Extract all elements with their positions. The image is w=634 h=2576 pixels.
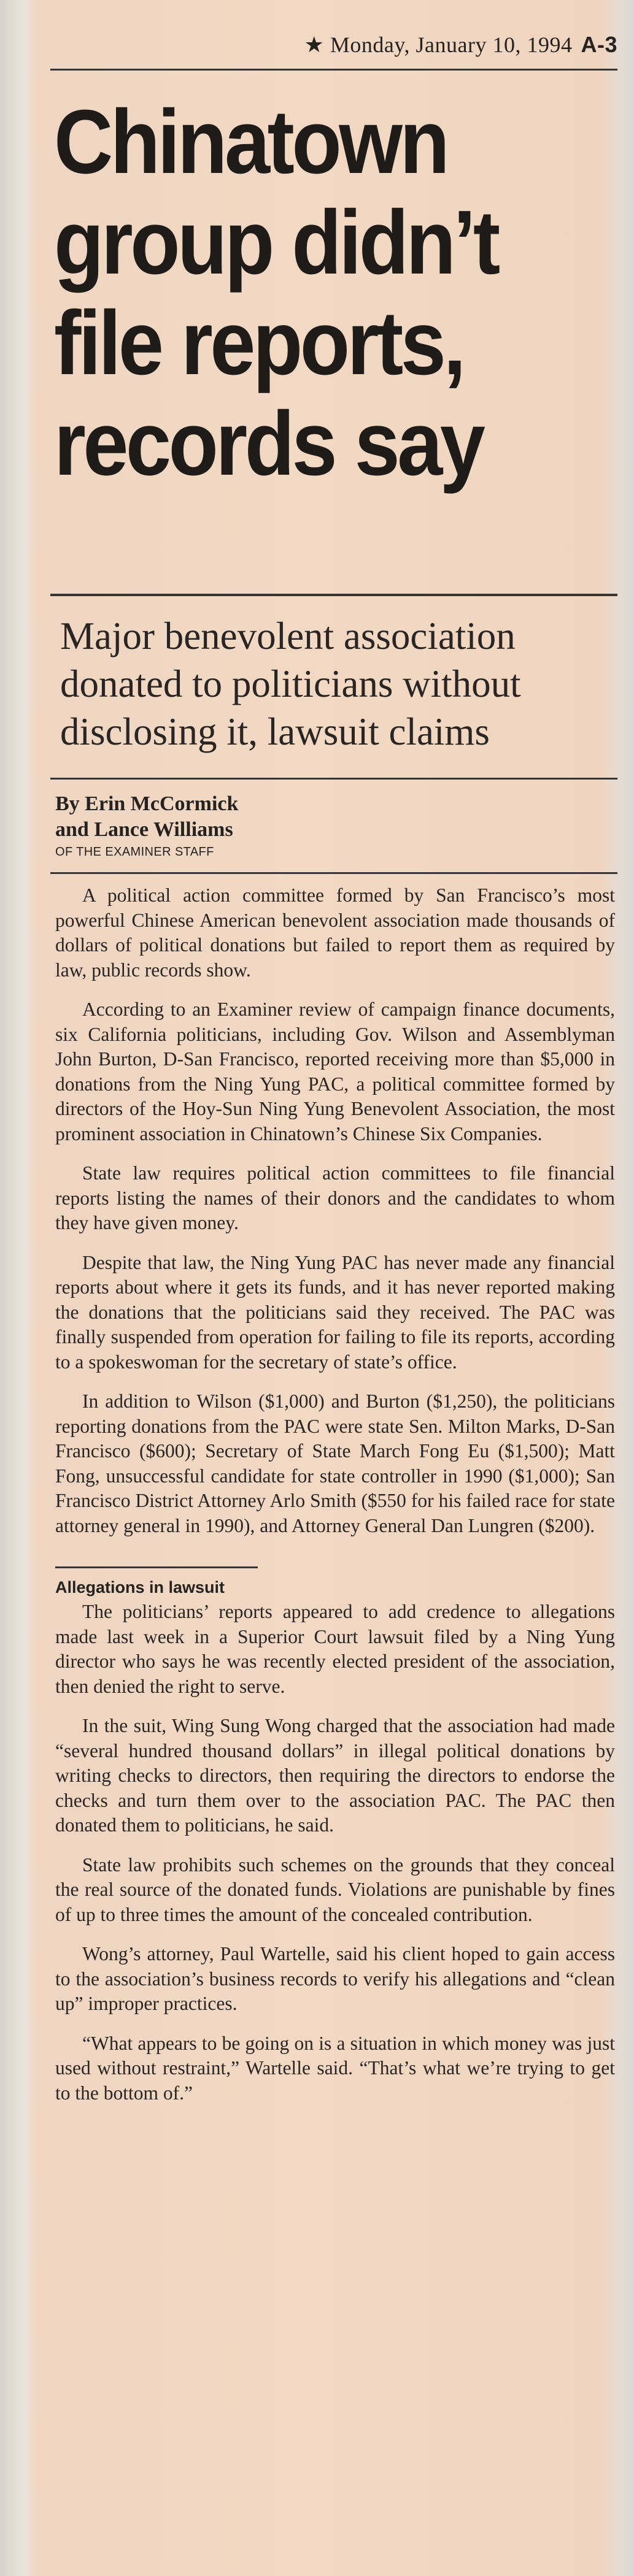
headline-rule bbox=[50, 594, 617, 596]
paragraph: In the suit, Wing Sung Wong charged that the association had made “several hundred thousand dollars” in illegal political donations by writing checks to directors, then requiring the directors to endorse the checks and turn them over to the association PAC. The PAC then donated them to politicians, he said. bbox=[55, 1715, 615, 1836]
byline bbox=[55, 791, 238, 843]
paragraph: The politicians’ reports appeared to add credence to allegations made last week in a Superior Court lawsuit filed by a Ning Yung director who says he was recently elected president of the association, then denied the right to serve. bbox=[55, 1601, 615, 1697]
deck-rule bbox=[50, 778, 617, 780]
paragraph: According to an Examiner review of campaign finance documents, six California politicians, including Gov. Wilson and Assemblyman John Burton, D-San Francisco, reported receiving more than $5,000 in donations from the Ning Yung PAC, a political committee formed by directors of the Hoy-Sun Ning Yung Benevolent Association, the most prominent association in Chinatown’s Chinese Six Companies. bbox=[55, 999, 615, 1144]
byline-rule bbox=[50, 872, 617, 874]
newspaper-clipping bbox=[38, 0, 617, 2576]
paragraph: State law prohibits such schemes on the grounds that they conceal the real source of the donated funds. Violations are punishable by fines of up to three times the amount of the concealed contribution. bbox=[55, 1853, 615, 1925]
paragraph: Despite that law, the Ning Yung PAC has never made any financial reports about where it gets its funds, and it has never reported making the donations that the politicians said they received. The PAC was finally suspended from operation for failing to file its reports, according to a spokeswoman for the secretary of state’s office. bbox=[55, 1251, 615, 1373]
paragraph: “What appears to be going on is a situation in which money was just used without restraint,” Wartelle said. “That’s what we’re trying to get to the bottom of.” bbox=[55, 2032, 615, 2104]
paragraph: State law requires political action committees to file financial reports listing the names of their donors and the candidates to whom they have given money. bbox=[55, 1162, 615, 1233]
headline: Chinatown group didn’t file reports, records say bbox=[54, 91, 498, 494]
paragraph: Wong’s attorney, Paul Wartelle, said his client hoped to gain access to the association’s business records to verify his allegations and “clean up” improper practices. bbox=[55, 1943, 615, 2014]
paragraph: A political action committee formed by San Francisco’s most powerful Chinese American benevolent association made thousands of dollars of political donations but failed to report them as required by law, public records show. bbox=[55, 884, 615, 981]
byline-author-2: and Lance Williams bbox=[55, 818, 233, 841]
staff-credit: OF THE EXAMINER STAFF bbox=[55, 845, 214, 859]
subhead: Allegations in lawsuit bbox=[55, 1566, 258, 1597]
date-text: ★ Monday, January 10, 1994 bbox=[304, 33, 573, 57]
paragraph: In addition to Wilson ($1,000) and Burton ($1,250), the politicians reporting donations from the PAC were state Sen. Milton Marks, D-San Francisco ($600); Secretary of State March Fong Eu ($1,500); Matt Fong, unsuccessful candidate for state controller in 1990 ($1,000); San Francisco District Attorney Arlo Smith ($550 for his failed race for state attorney general in 1990), and Attorney General Dan Lungren ($200). bbox=[55, 1390, 615, 1536]
byline-author-1: By Erin McCormick bbox=[55, 792, 239, 815]
top-rule bbox=[50, 69, 617, 71]
dateline bbox=[304, 32, 617, 58]
deck: Major benevolent association donated to politicians without disclosing it, lawsuit claims bbox=[60, 615, 521, 753]
page-number: A-3 bbox=[581, 32, 617, 57]
article-body bbox=[55, 883, 615, 2120]
